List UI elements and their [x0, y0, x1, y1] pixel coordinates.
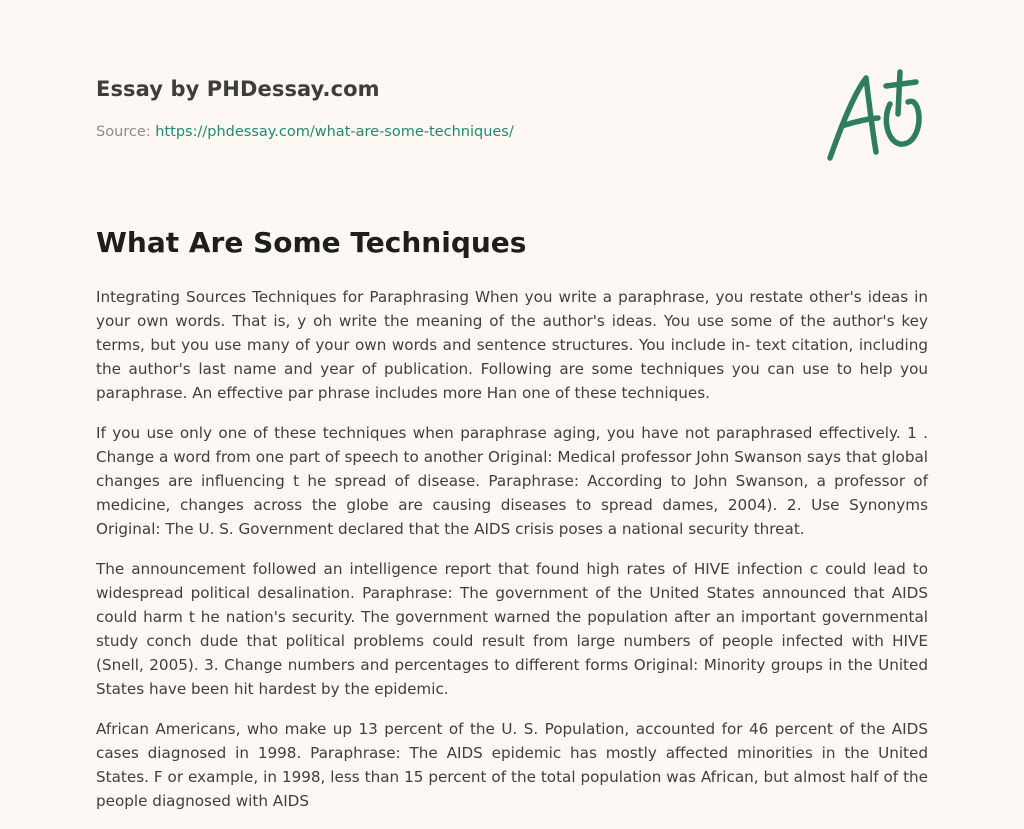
source-label: Source: [96, 124, 151, 140]
a-plus-grade-logo-icon [820, 66, 930, 166]
article-paragraph: Integrating Sources Techniques for Paraphrasing When you write a paraphrase, you restate other's ideas in your own words. That is, y oh write the meaning of the author's ideas. You use some of the author's key terms, but you use many of your own words and sentence structures. You include in- text citation, including the author's last name and year of publication. Following are some techniques you can use to help you paraphrase. An effective par phrase includes more Han one of these techniques. [96, 288, 928, 402]
article-body [96, 285, 928, 829]
source-line [96, 124, 514, 140]
article-paragraph: African Americans, who make up 13 percent of the U. S. Population, accounted for 46 percent of the AIDS cases diagnosed in 1998. Paraphrase: The AIDS epidemic has mostly affected minorities in the United States. F or example, in 1998, less than 15 percent of the total population was African, but almost half of the people diagnosed with AIDS [96, 720, 928, 810]
brand-title: Essay by PHDessay.com [96, 77, 380, 101]
source-link[interactable]: https://phdessay.com/what-are-some-techniques/ [155, 124, 514, 140]
article-paragraph: The announcement followed an intelligence report that found high rates of HIVE infection c could lead to widespread political desalination. Paraphrase: The government of the United States announced that AIDS could harm t he nation's security. The government warned the population after an important governmental study conch dude that political problems could result from large numbers of people infected with HIVE (Snell, 2005). 3. Change numbers and percentages to different forms Original: Minority groups in the United States have been hit hardest by the epidemic. [96, 560, 928, 698]
page-title: What Are Some Techniques [96, 226, 527, 259]
article-paragraph: If you use only one of these techniques when paraphrase aging, you have not paraphrased effectively. 1 . Change a word from one part of speech to another Original: Medical professor John Swanson says that global changes are influencing t he spread of disease. Paraphrase: According to John Swanson, a professor of medicine, changes across the globe are causing diseases to spread dames, 2004). 2. Use Synonyms Original: The U. S. Government declared that the AIDS crisis poses a national security threat. [96, 424, 928, 538]
